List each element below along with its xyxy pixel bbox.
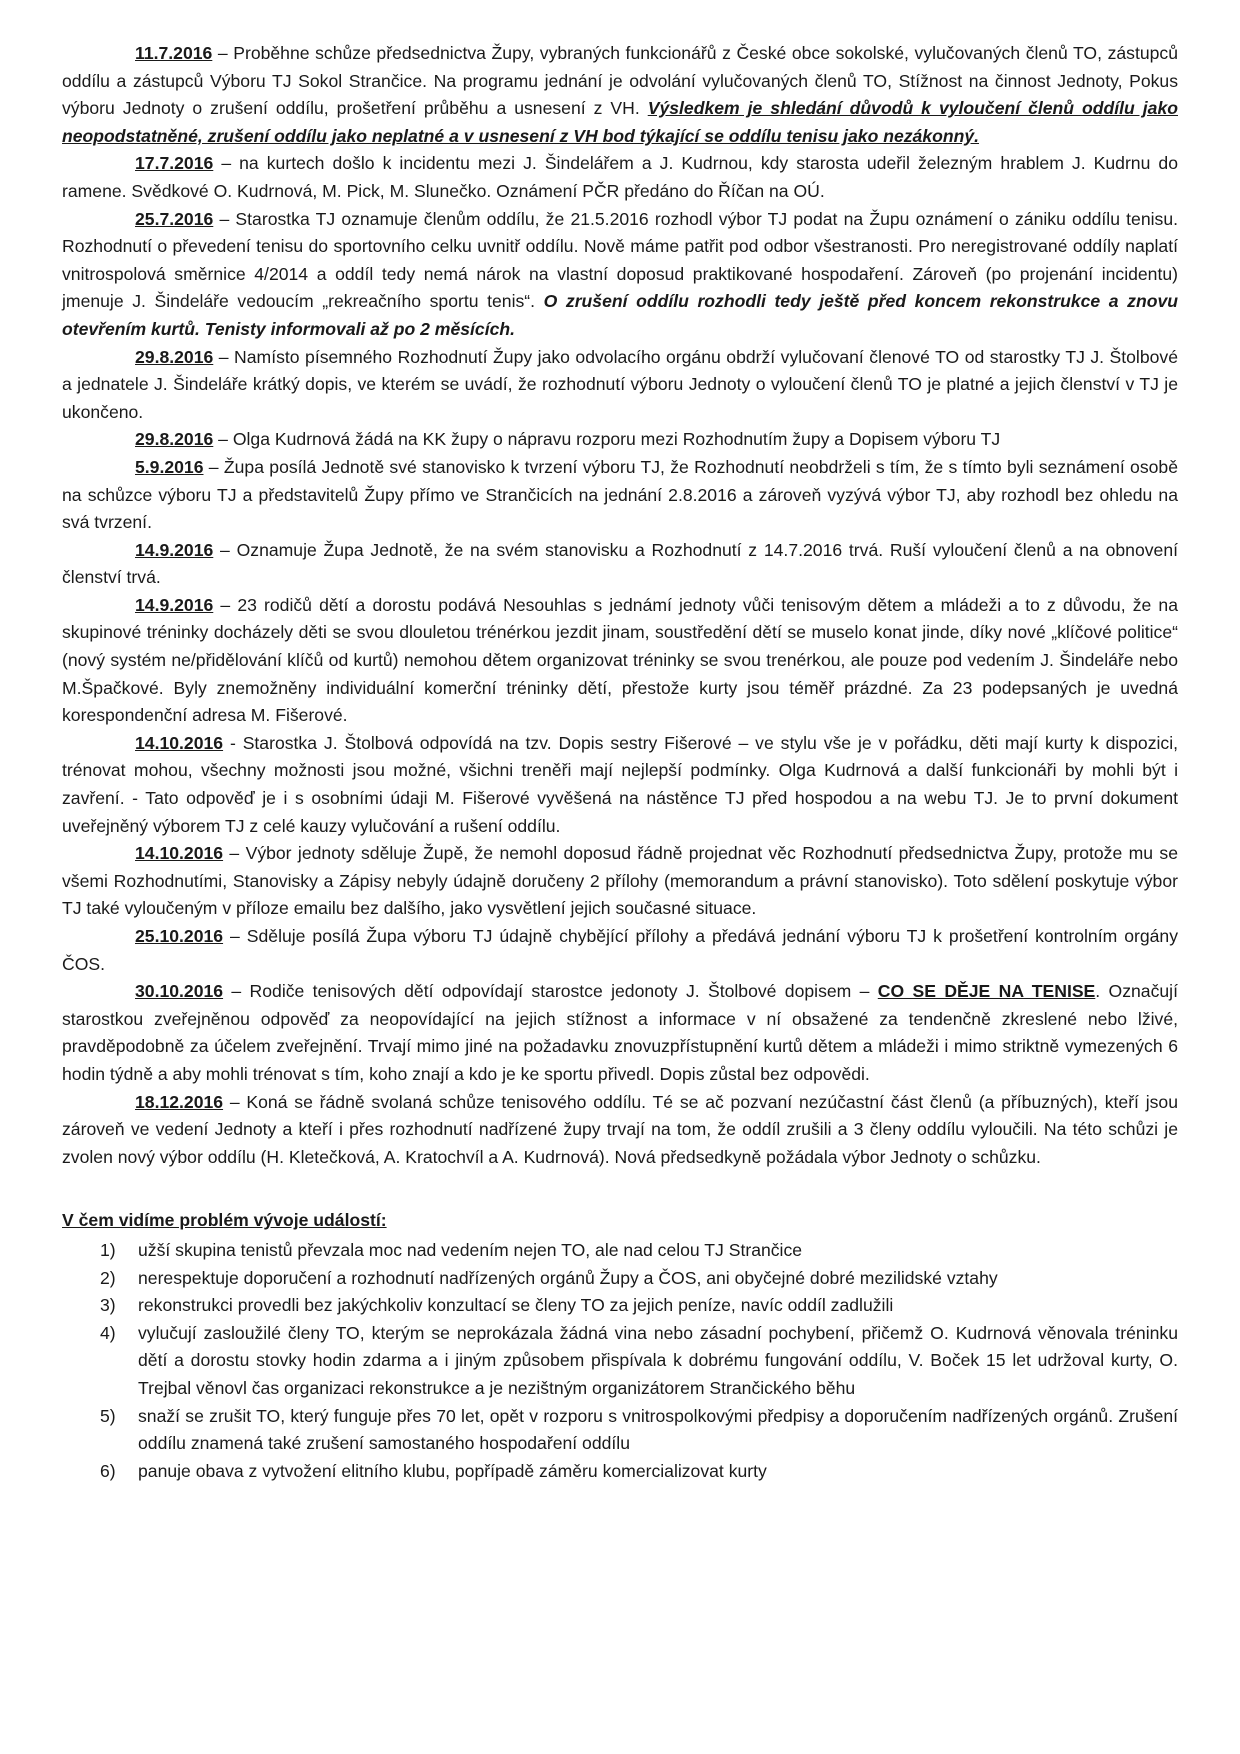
timeline-entry: [62, 923, 1178, 978]
entry-text: – Starostka TJ oznamuje členům oddílu, že 21.5.2016 rozhodl výbor TJ podat na Župu oznámení o zániku oddílu tenisu. Rozhodnutí o převedení tenisu do sportovního celku uvnitř oddílu. Nově máme patřit pod odbor všestranosti. Pro neregistrované oddíly naplatí vnitrospolová směrnice 4/2014 a oddíl tedy nemá nárok na vlastní doposud praktikované hospodaření. Zároveň (po projenání incidentu) jmenuje J. Šindeláře vedoucím „rekreačního sportu tenis“.: [62, 208, 1178, 312]
timeline-entry: [62, 206, 1178, 344]
issue-number: 4): [100, 1322, 116, 1343]
issue-text: užší skupina tenistů převzala moc nad vedením nejen TO, ale nad celou TJ Strančice: [138, 1239, 803, 1260]
issue-number: 3): [100, 1295, 116, 1316]
timeline-entry: [62, 426, 1178, 454]
timeline-entry: [62, 978, 1178, 1088]
entry-text: – Oznamuje Župa Jednotě, že na svém stanovisku a Rozhodnutí z 14.7.2016 trvá. Ruší vyloučení členů a na obnovení členství trvá.: [62, 539, 1178, 588]
timeline-entry: [62, 454, 1178, 537]
entry-text: – Sděluje posílá Župa výboru TJ údajně chybějící přílohy a předává jednání výboru TJ k prošetření kontrolním orgány ČOS.: [62, 926, 1178, 974]
timeline-entry: [62, 730, 1178, 840]
entry-date: 29.8.2016: [135, 346, 214, 367]
issue-text: snaží se zrušit TO, který funguje přes 70 let, opět v rozporu s vnitrospolkovými předpisy a doporučením nadřízených orgánů. Zrušení oddílu znamená také zrušení samostaného hospodaření oddílu: [138, 1405, 1178, 1454]
entry-date: 11.7.2016: [135, 43, 213, 63]
issue-item: [62, 1403, 1178, 1458]
issue-text: nerespektuje doporučení a rozhodnutí nadřízených orgánů Župy a ČOS, ani obyčejné dobré mezilidské vztahy: [138, 1267, 998, 1288]
entry-date: 14.10.2016: [135, 843, 224, 864]
issue-item: [62, 1237, 1178, 1265]
entry-date: 5.9.2016: [135, 456, 204, 477]
issues-list: [62, 1237, 1178, 1485]
entry-text: – Namísto písemného Rozhodnutí Župy jako odvolacího orgánu obdrží vylučovaní členové TO od starostky TJ J. Štolbové a jednatele J. Šindeláře krátký dopis, ve kterém se uvádí, že rozhodnutí výboru Jednoty o vyloučení členů TO je platné a jejich členství v TJ je ukončeno.: [62, 346, 1178, 422]
entry-date: 14.9.2016: [135, 539, 214, 560]
issue-number: 1): [100, 1239, 116, 1260]
entry-date: 18.12.2016: [135, 1091, 224, 1112]
issue-text: panuje obava z vytvožení elitního klubu, popřípadě záměru komercializovat kurty: [138, 1460, 767, 1481]
entry-text: – Rodiče tenisových dětí odpovídají starostce jedonoty J. Štolbové dopisem –: [223, 981, 878, 1002]
entry-text: – Olga Kudrnová žádá na KK župy o nápravu rozporu mezi Rozhodnutím župy a Dopisem výboru TJ: [213, 429, 1001, 450]
entry-date: 29.8.2016: [135, 429, 214, 450]
timeline-entry: [62, 537, 1178, 592]
issue-text: vylučují zasloužilé členy TO, kterým se neprokázala žádná vina nebo zásadní pochybení, přičemž O. Kudrnová věnovala tréninku dětí a dorostu stovky hodin zdarma a i jiným způsobem přispívala k dobrému fungování oddílu, V. Boček 15 let udržoval kurty, O. Trejbal věnovl čas organizaci rekonstrukce a je nezištným organizátorem Strančického běhu: [138, 1322, 1178, 1398]
issue-number: 5): [100, 1405, 116, 1426]
issue-item: [62, 1292, 1178, 1320]
entry-date: 25.10.2016: [135, 926, 224, 946]
issue-item: [62, 1458, 1178, 1486]
issues-heading: V čem vidíme problém vývoje událostí:: [62, 1210, 387, 1231]
timeline-entry: [62, 344, 1178, 427]
entry-text: – Výbor jednoty sděluje Župě, že nemohl doposud řádně projednat věc Rozhodnutí předsednictva Župy, protože mu se všemi Rozhodnutími, Stanovisky a Zápisy nebyly údajně doručeny 2 přílohy (memorandum a právní stanovisko). Toto sdělení poskytuje výbor TJ také vyloučeným v příloze emailu bez dalšího, jako vysvětlení jejich současné situace.: [62, 843, 1178, 919]
entry-emphasis: Výsledkem je shledání důvodů k vyloučení členů oddílu jako neopodstatněné, zrušení oddílu jako neplatné a v usnesení z VH bod týkající se oddílu tenisu jako nezákonný.: [62, 98, 1178, 146]
issue-text: rekonstrukci provedli bez jakýchkoliv konzultací se členy TO za jejich peníze, navíc oddíl zadlužili: [138, 1295, 894, 1316]
issue-item: [62, 1265, 1178, 1293]
entry-date: 14.10.2016: [135, 732, 224, 753]
entry-date: 14.9.2016: [135, 594, 214, 615]
entry-date: 25.7.2016: [135, 208, 214, 229]
issue-item: [62, 1320, 1178, 1403]
entry-text: – na kurtech došlo k incidentu mezi J. Šindelářem a J. Kudrnou, kdy starosta udeřil železným hrablem J. Kudrnu do ramene. Svědkové O. Kudrnová, M. Pick, M. Slunečko. Oznámení PČR předáno do Říčan na OÚ.: [62, 153, 1178, 201]
entry-text: – Koná se řádně svolaná schůze tenisového oddílu. Té se ač pozvaní nezúčastní část členů (a příbuzných), kteří jsou zároveň ve vedení Jednoty a kteří i přes rozhodnutí nadřízené župy trvají na tom, že oddíl zrušili a 3 členy oddílu vyloučili. Na této schůzi je zvolen nový výbor oddílu (H. Kletečková, A. Kratochvíl a A. Kudrnová). Nová předsedkyně požádala výbor Jednoty o schůzku.: [62, 1091, 1178, 1167]
timeline-entry: [62, 840, 1178, 923]
entry-text: – Proběhne schůze předsednictva Župy, vybraných funkcionářů z České obce sokolské, vylučovaných členů TO, zástupců oddílu a zástupců Výboru TJ Sokol Strančice. Na programu jednání je odvolání vylučovaných členů TO, Stížnost na činnost Jednoty, Pokus výboru Jednoty o zrušení oddílu, prošetření průběhu a usnesení z VH.: [62, 43, 1178, 119]
timeline-entry: [62, 40, 1178, 150]
entry-date: 30.10.2016: [135, 981, 224, 1002]
issue-number: 2): [100, 1267, 116, 1288]
issue-number: 6): [100, 1460, 116, 1481]
entry-text: – 23 rodičů dětí a dorostu podává Nesouhlas s jednámí jednoty vůči tenisovým dětem a mládeži a to z důvodu, že na skupinové tréninky docházely děti se svou dlouletou trénérkou jezdit jinam, soustředění dětí se muselo konat jinde, díky nové „klíčové politice“ (nový systém ne/přidělování klíčů od kurtů) nemohou dětem organizovat tréninky se svou trenérkou, ale pouze pod vedením J. Šindeláře nebo M.Špačkové. Byly znemožněny individuální komerční tréninky dětí, přestože kurty jsou téměř prázdné. Za 23 podepsaných je uvedná korespondenční adresa M. Fišerové.: [62, 594, 1178, 726]
timeline-entry: [62, 1089, 1178, 1172]
entry-text-continued: . Označují starostkou zveřejněnou odpověď za neopovídající na jejich stížnost a informace v ní obsažené za tendenčně zkreslené nebo lživé, pravděpodobně za účelem zveřejnění. Trvají mimo jiné na požadavku znovuzpřístupnění kurtů dětem a mládeži i mimo striktně vymezených 6 hodin týdně a aby mohli trénovat s tím, koho znají a kdo je ke sportu přivedl. Dopis zůstal bez odpovědi.: [62, 981, 1178, 1084]
entry-text: – Župa posílá Jednotě své stanovisko k tvrzení výboru TJ, že Rozhodnutí neobdrželi s tím, že s tímto byli seznámení osobě na schůzce výboru TJ a představitelů Župy přímo ve Strančicích na jednání 2.8.2016 a zároveň vyzývá výbor TJ, aby rozhodl bez ohledu na svá tvrzení.: [62, 456, 1178, 533]
letter-title-link[interactable]: CO SE DĚJE NA TENISE: [877, 981, 1096, 1002]
entry-text: - Starostka J. Štolbová odpovídá na tzv. Dopis sestry Fišerové – ve stylu vše je v pořádku, děti mají kurty k dispozici, trénovat mohou, všechny možnosti jsou možné, všichni treněři mají nejlepší podmínky. Olga Kudrnová a další funkcionáři by mohli být i zavření. - Tato odpověď je i s osobními údaji M. Fišerové vyvěšená na nástěnce TJ před hospodou a na webu TJ. Je to první dokument uveřejněný výborem TJ z celé kauzy vylučování a rušení oddílu.: [62, 732, 1178, 836]
entry-emphasis: O zrušení oddílu rozhodli tedy ještě před koncem rekonstrukce a znovu otevřením kurtů. Tenisty informovali až po 2 měsících.: [62, 291, 1178, 339]
timeline-entry: [62, 150, 1178, 205]
entry-date: 17.7.2016: [135, 153, 214, 174]
timeline-entry: [62, 592, 1178, 730]
